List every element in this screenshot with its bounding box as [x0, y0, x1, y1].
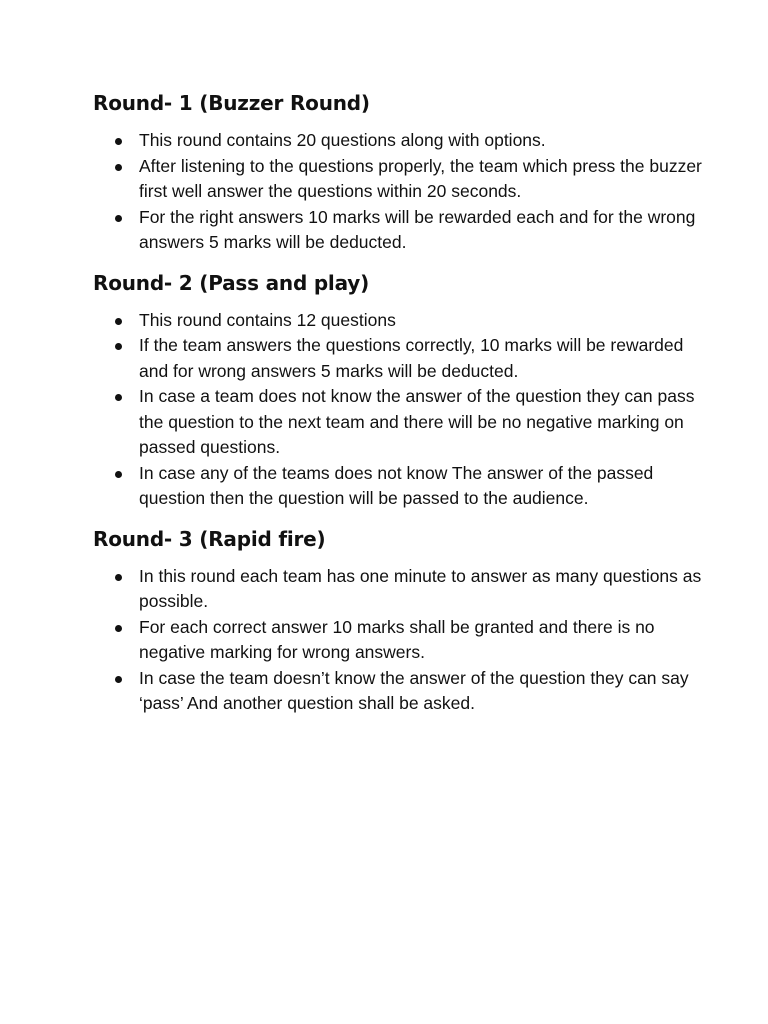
round-3-heading: Round- 3 (Rapid fire): [93, 526, 326, 551]
list-item: [93, 666, 708, 717]
bullet-icon: [115, 471, 122, 478]
bullet-icon: [115, 625, 122, 632]
bullet-icon: [115, 574, 122, 581]
bullet-icon: [115, 138, 122, 145]
round-1-section: [93, 90, 708, 256]
bullet-icon: [115, 164, 122, 171]
round-3-section: [93, 526, 708, 717]
list-item: [93, 564, 708, 615]
list-item: [93, 461, 708, 512]
list-item: [93, 205, 708, 256]
round-2-heading: Round- 2 (Pass and play): [93, 270, 370, 295]
list-item: [93, 384, 708, 461]
list-item: [93, 308, 708, 334]
round-2-section: [93, 270, 708, 512]
bullet-icon: [115, 318, 122, 325]
list-item: [93, 615, 708, 666]
round-2-rules-list: [93, 308, 708, 512]
list-item-text: In case any of the teams does not know The answer of the passed question then the question will be passed to the audience.: [139, 462, 654, 508]
round-3-rules-list: [93, 564, 708, 717]
list-item-text: This round contains 12 questions: [139, 309, 396, 330]
list-item-text: In case the team doesn’t know the answer of the question they can say ‘pass’ And another question shall be asked.: [139, 667, 689, 713]
list-item-text: After listening to the questions properly, the team which press the buzzer first well answer the questions within 20 seconds.: [139, 155, 702, 201]
list-item-text: For each correct answer 10 marks shall be granted and there is no negative marking for wrong answers.: [139, 616, 655, 662]
bullet-icon: [115, 676, 122, 683]
list-item-text: If the team answers the questions correctly, 10 marks will be rewarded and for wrong answers 5 marks will be deducted.: [139, 335, 684, 381]
list-item-text: For the right answers 10 marks will be rewarded each and for the wrong answers 5 marks will be deducted.: [139, 206, 696, 252]
list-item-text: In this round each team has one minute to answer as many questions as possible.: [139, 565, 702, 611]
bullet-icon: [115, 343, 122, 350]
list-item-text: This round contains 20 questions along with options.: [139, 130, 546, 150]
list-item-text: In case a team does not know the answer of the question they can pass the question to the next team and there will be no negative marking on passed questions.: [139, 386, 695, 457]
bullet-icon: [115, 394, 122, 401]
bullet-icon: [115, 215, 122, 222]
round-1-heading: Round- 1 (Buzzer Round): [93, 91, 370, 115]
list-item: [93, 154, 708, 205]
round-1-rules-list: [93, 128, 708, 256]
list-item: [93, 128, 708, 154]
list-item: [93, 333, 708, 384]
